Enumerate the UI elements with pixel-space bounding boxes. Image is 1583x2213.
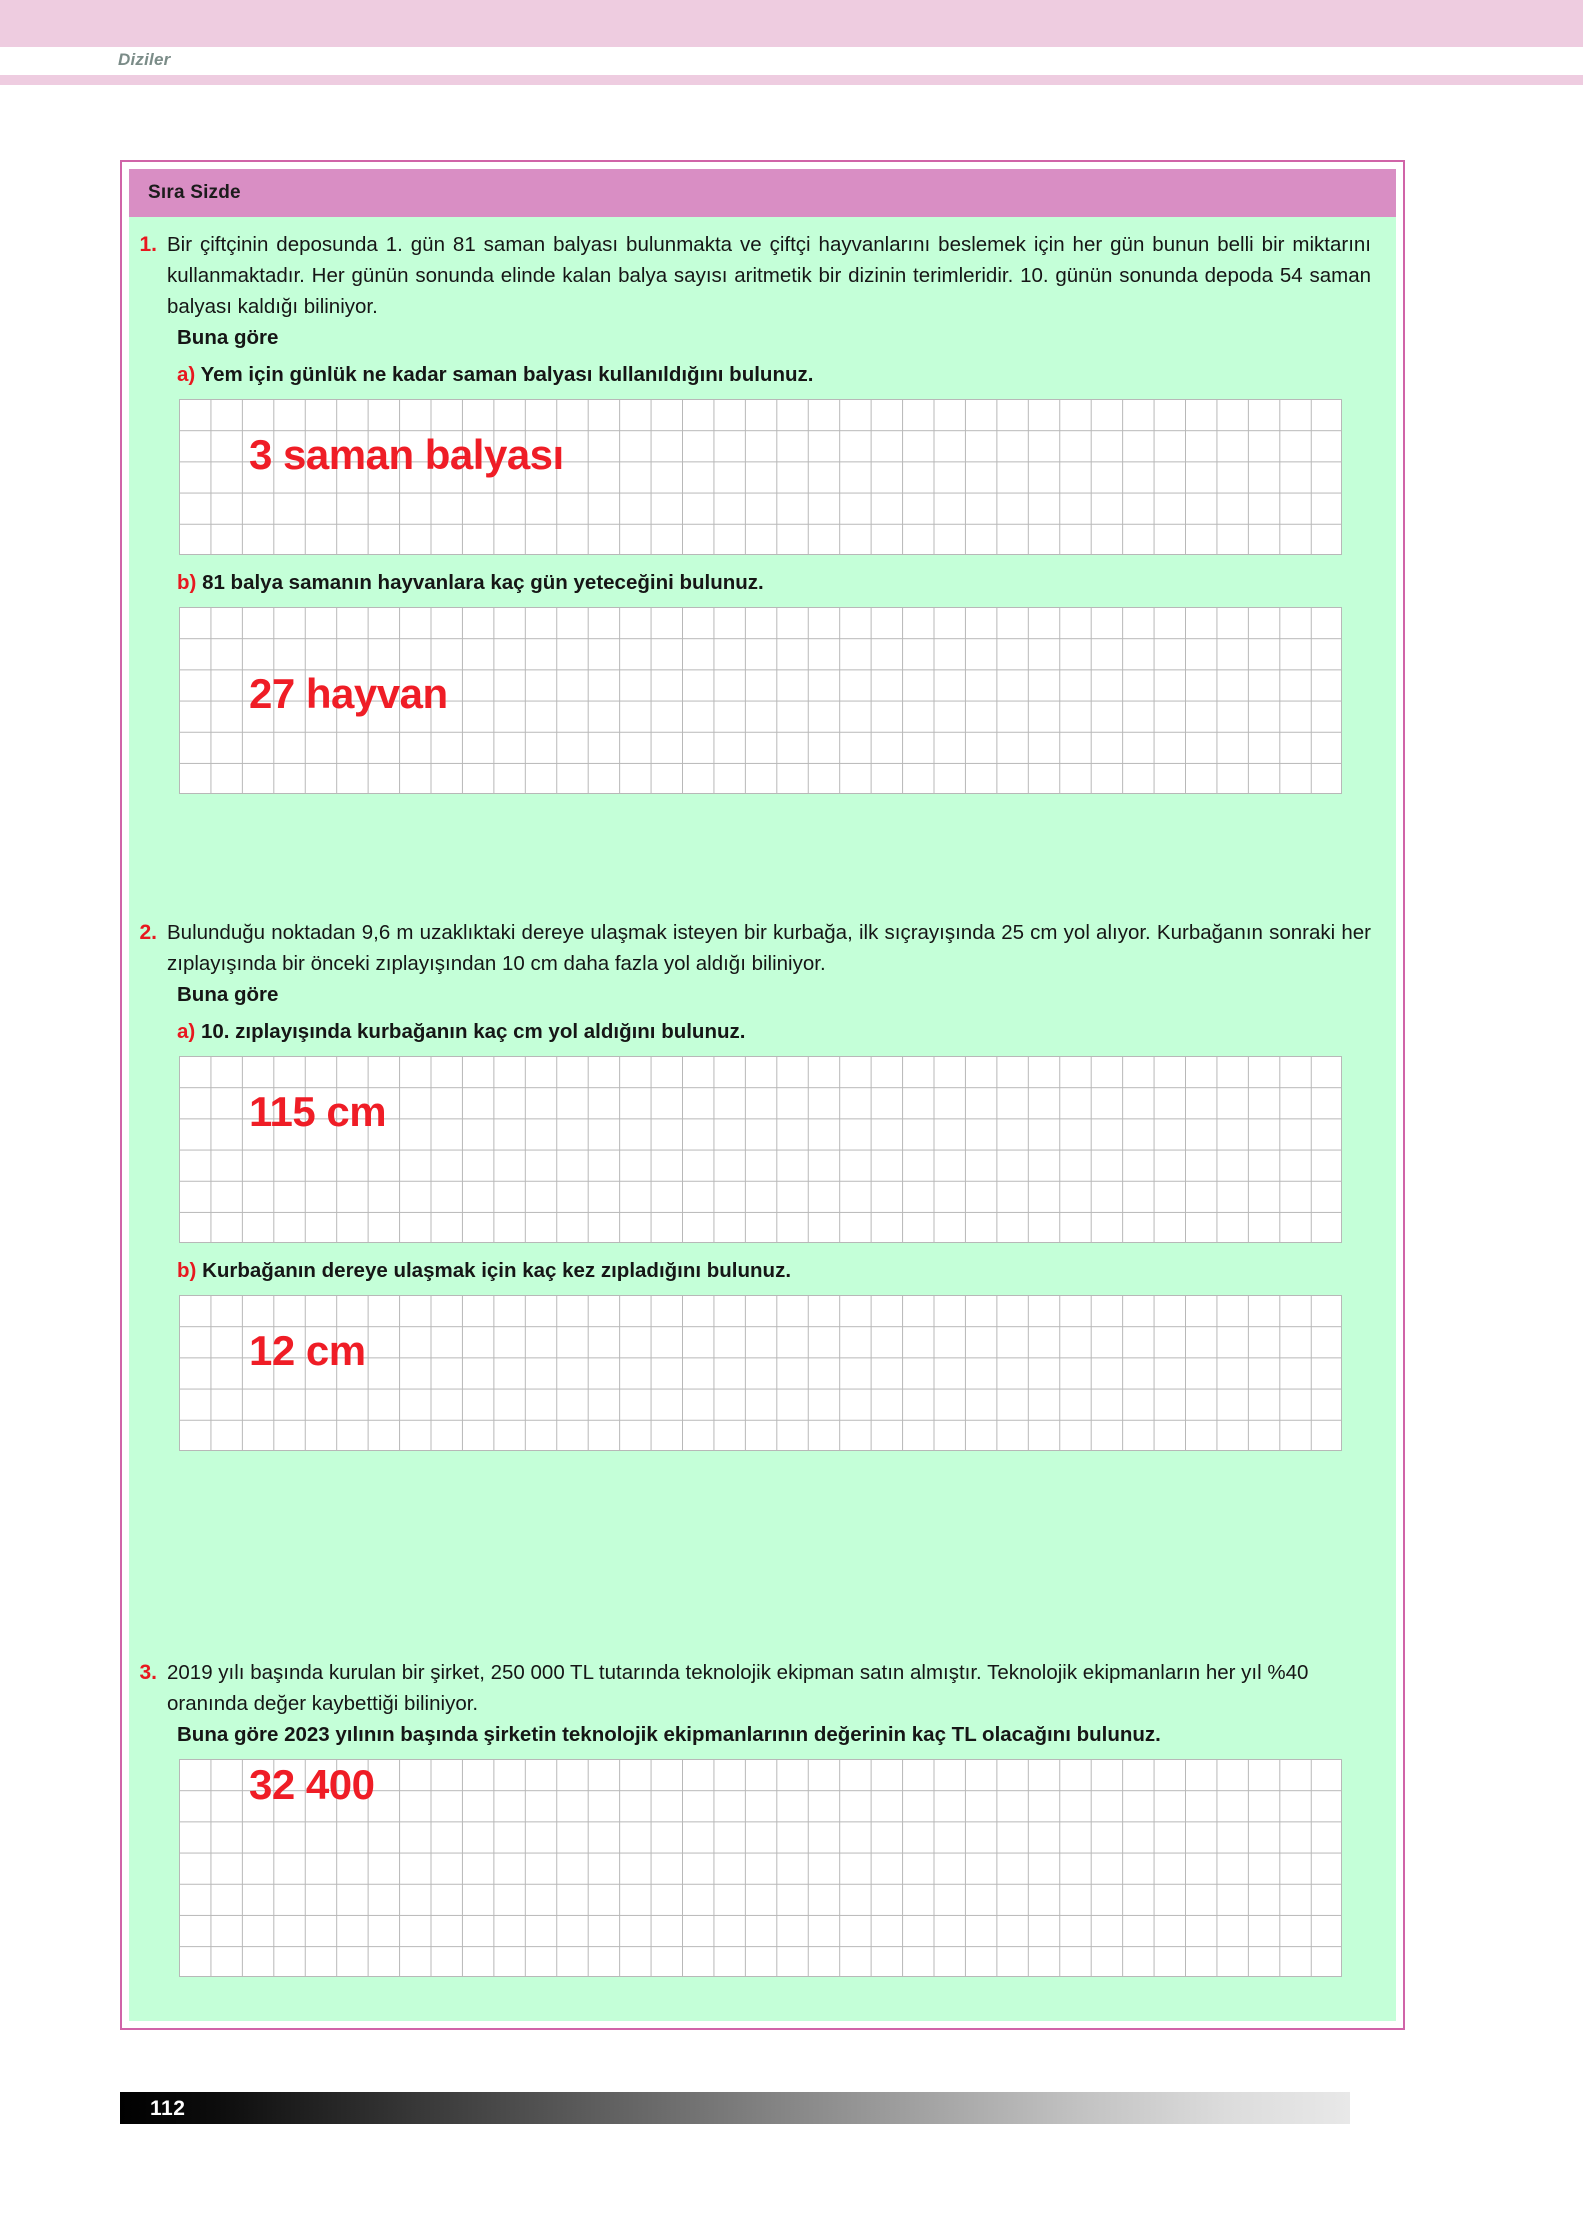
answer-text-1b: 27 hayvan [249,670,448,717]
question-2b-text: Kurbağanın dereye ulaşmak için kaç kez zıpladığını bulunuz. [202,1259,792,1282]
running-head-rule [0,75,1583,85]
question-2b-letter: b) [177,1259,197,1282]
question-1-row [129,229,1396,322]
answer-text-1a: 3 saman balyası [249,431,564,478]
question-2a-text: 10. zıplayışında kurbağanın kaç cm yol aldığını bulunuz. [200,1020,746,1043]
question-block-2 [129,917,1396,1451]
question-2-prompt: Buna göre [177,983,279,1006]
question-1-text: Bir çiftçinin deposunda 1. gün 81 saman balyası bulunmakta ve çiftçi hayvanlarını beslemek için her gün bunun belli bir miktarını kullanmaktadır. Her günün sonunda elinde kalan balya sayısı aritmetik bir dizinin terimleridir. 10. günün sonunda depoda 54 saman balyası kaldığı biliniyor. [167,233,1371,318]
answer-grid-1a[interactable] [179,399,1342,555]
running-head-strip [0,47,1583,75]
answer-text-3: 32 400 [249,1761,375,1808]
question-3-row [129,1657,1396,1719]
activity-content [129,217,1396,2021]
question-1-number: 1. [139,233,157,256]
answer-text-2b: 12 cm [249,1327,366,1374]
question-1b-text: 81 balya samanın hayvanlara kaç gün yeteceğini bulunuz. [202,571,764,594]
answer-grid-1b[interactable] [179,607,1342,794]
question-3-text: 2019 yılı başında kurulan bir şirket, 250 000 TL tutarında teknolojik ekipman satın almıştır. Teknolojik ekipmanların her yıl %40 oranında değer kaybettiği biliniyor. [167,1661,1309,1715]
page-number: 112 [150,2097,186,2120]
question-3-prompt: Buna göre 2023 yılının başında şirketin teknolojik ekipmanlarının değerinin kaç TL olacağını bulunuz. [177,1723,1161,1746]
question-1a-label [177,359,1396,390]
question-1b-label [177,567,1396,598]
running-head-title: Diziler [118,50,171,69]
answer-grid-2a[interactable] [179,1056,1342,1243]
question-1a-text: Yem için günlük ne kadar saman balyası kullanıldığını bulunuz. [200,363,814,386]
question-1-prompt: Buna göre [177,326,279,349]
question-2a-letter: a) [177,1020,196,1043]
question-2-text: Bulunduğu noktadan 9,6 m uzaklıktaki dereye ulaşmak isteyen bir kurbağa, ilk sıçrayışında 25 cm yol alıyor. Kurbağanın sonraki her zıplayışında bir önceki zıplayışından 10 cm daha fazla yol aldığı biliniyor. [167,921,1371,975]
question-2b-label [177,1255,1396,1286]
question-block-3 [129,1657,1396,1977]
question-2-number: 2. [139,921,157,944]
answer-text-2a: 115 cm [249,1088,387,1135]
question-block-1 [129,229,1396,794]
banner-label: Sıra Sizde [148,182,241,203]
question-1a-letter: a) [177,363,196,386]
question-3-number: 3. [139,1661,157,1684]
question-2a-label [177,1016,1396,1047]
question-2-row [129,917,1396,979]
top-color-band [0,0,1583,47]
footer-gradient-bar [120,2092,1350,2124]
answer-grid-3[interactable] [179,1759,1342,1977]
question-1b-letter: b) [177,571,197,594]
sira-sizde-banner [129,169,1396,217]
answer-grid-2b[interactable] [179,1295,1342,1451]
